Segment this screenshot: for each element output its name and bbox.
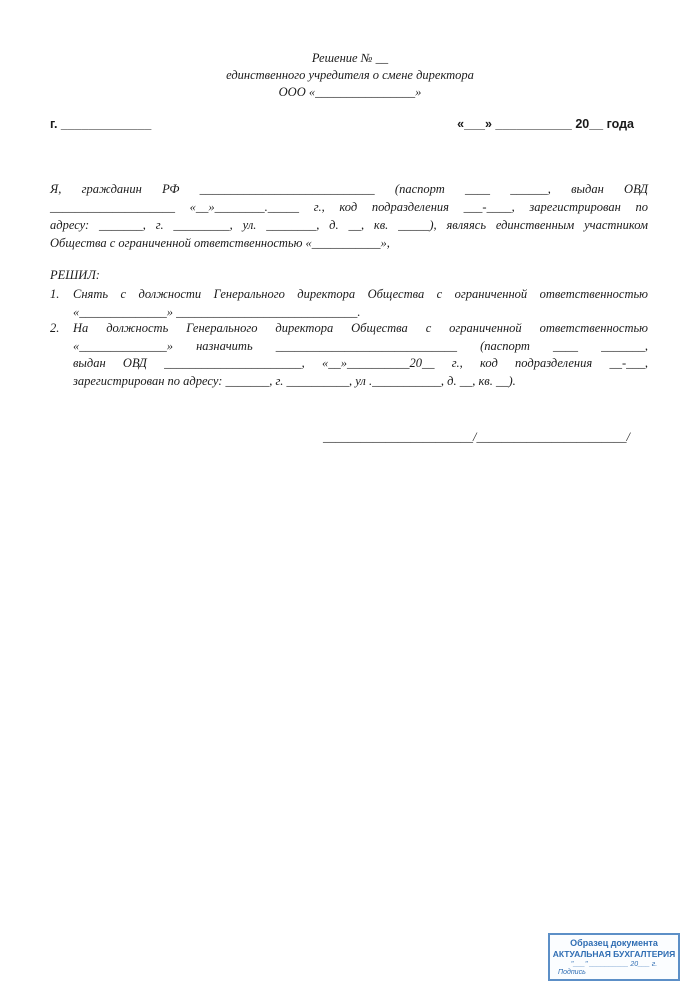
document-title [0,50,700,101]
item-number: 1. [50,287,60,301]
item-line: На должность Генерального директора Общества с ограниченной ответственностью [73,321,648,335]
title-decision-number: Решение № __ [311,51,389,65]
intro-line: Общества с ограниченной ответственностью «___________», [50,236,390,250]
decided-heading: РЕШИЛ: [50,268,100,282]
sample-stamp [548,933,680,981]
item-line: «______________» назначить _____________________________ (паспорт ____ _______, [73,338,648,353]
title-company: ООО «________________» [278,85,422,99]
intro-line: ____________________ «__»________._____ г., код подразделения ___-____, зарегистрирован по [50,200,648,214]
item-line: «______________» _____________________________. [73,304,361,319]
signature-line: ________________________/________________________/ [323,430,630,444]
decision-item-1 [50,286,648,321]
stamp-date: "___" __________ 20___ г. [570,961,658,968]
item-line: выдан ОВД ______________________, «__»__________20__ г., код подразделения __-___, [73,356,648,370]
item-line: зарегистрирован по адресу: _______, г. __________, ул .___________, д. __, кв. __). [73,373,516,388]
date-field: «___» ___________ 20__ года [457,117,634,131]
intro-line: адресу: _______, г. _________, ул. ________, д. __, кв. _____), являясь единственным участником [50,218,648,232]
title-subject: единственного учредителя о смене директора [226,68,474,82]
intro-line: Я, гражданин РФ ____________________________ (паспорт ____ ______, выдан ОВД [50,182,648,196]
decision-item-2 [50,320,648,390]
stamp-signature-label: Подпись [558,969,586,976]
item-line: Снять с должности Генерального директора Общества с ограниченной ответственностью [73,287,648,301]
stamp-caption: Образец документа [570,938,658,948]
city-field: г. _____________ [50,117,152,131]
stamp-brand: АКТУАЛЬНАЯ БУХГАЛТЕРИЯ [552,949,676,959]
item-number: 2. [50,321,60,335]
intro-paragraph [50,180,648,252]
